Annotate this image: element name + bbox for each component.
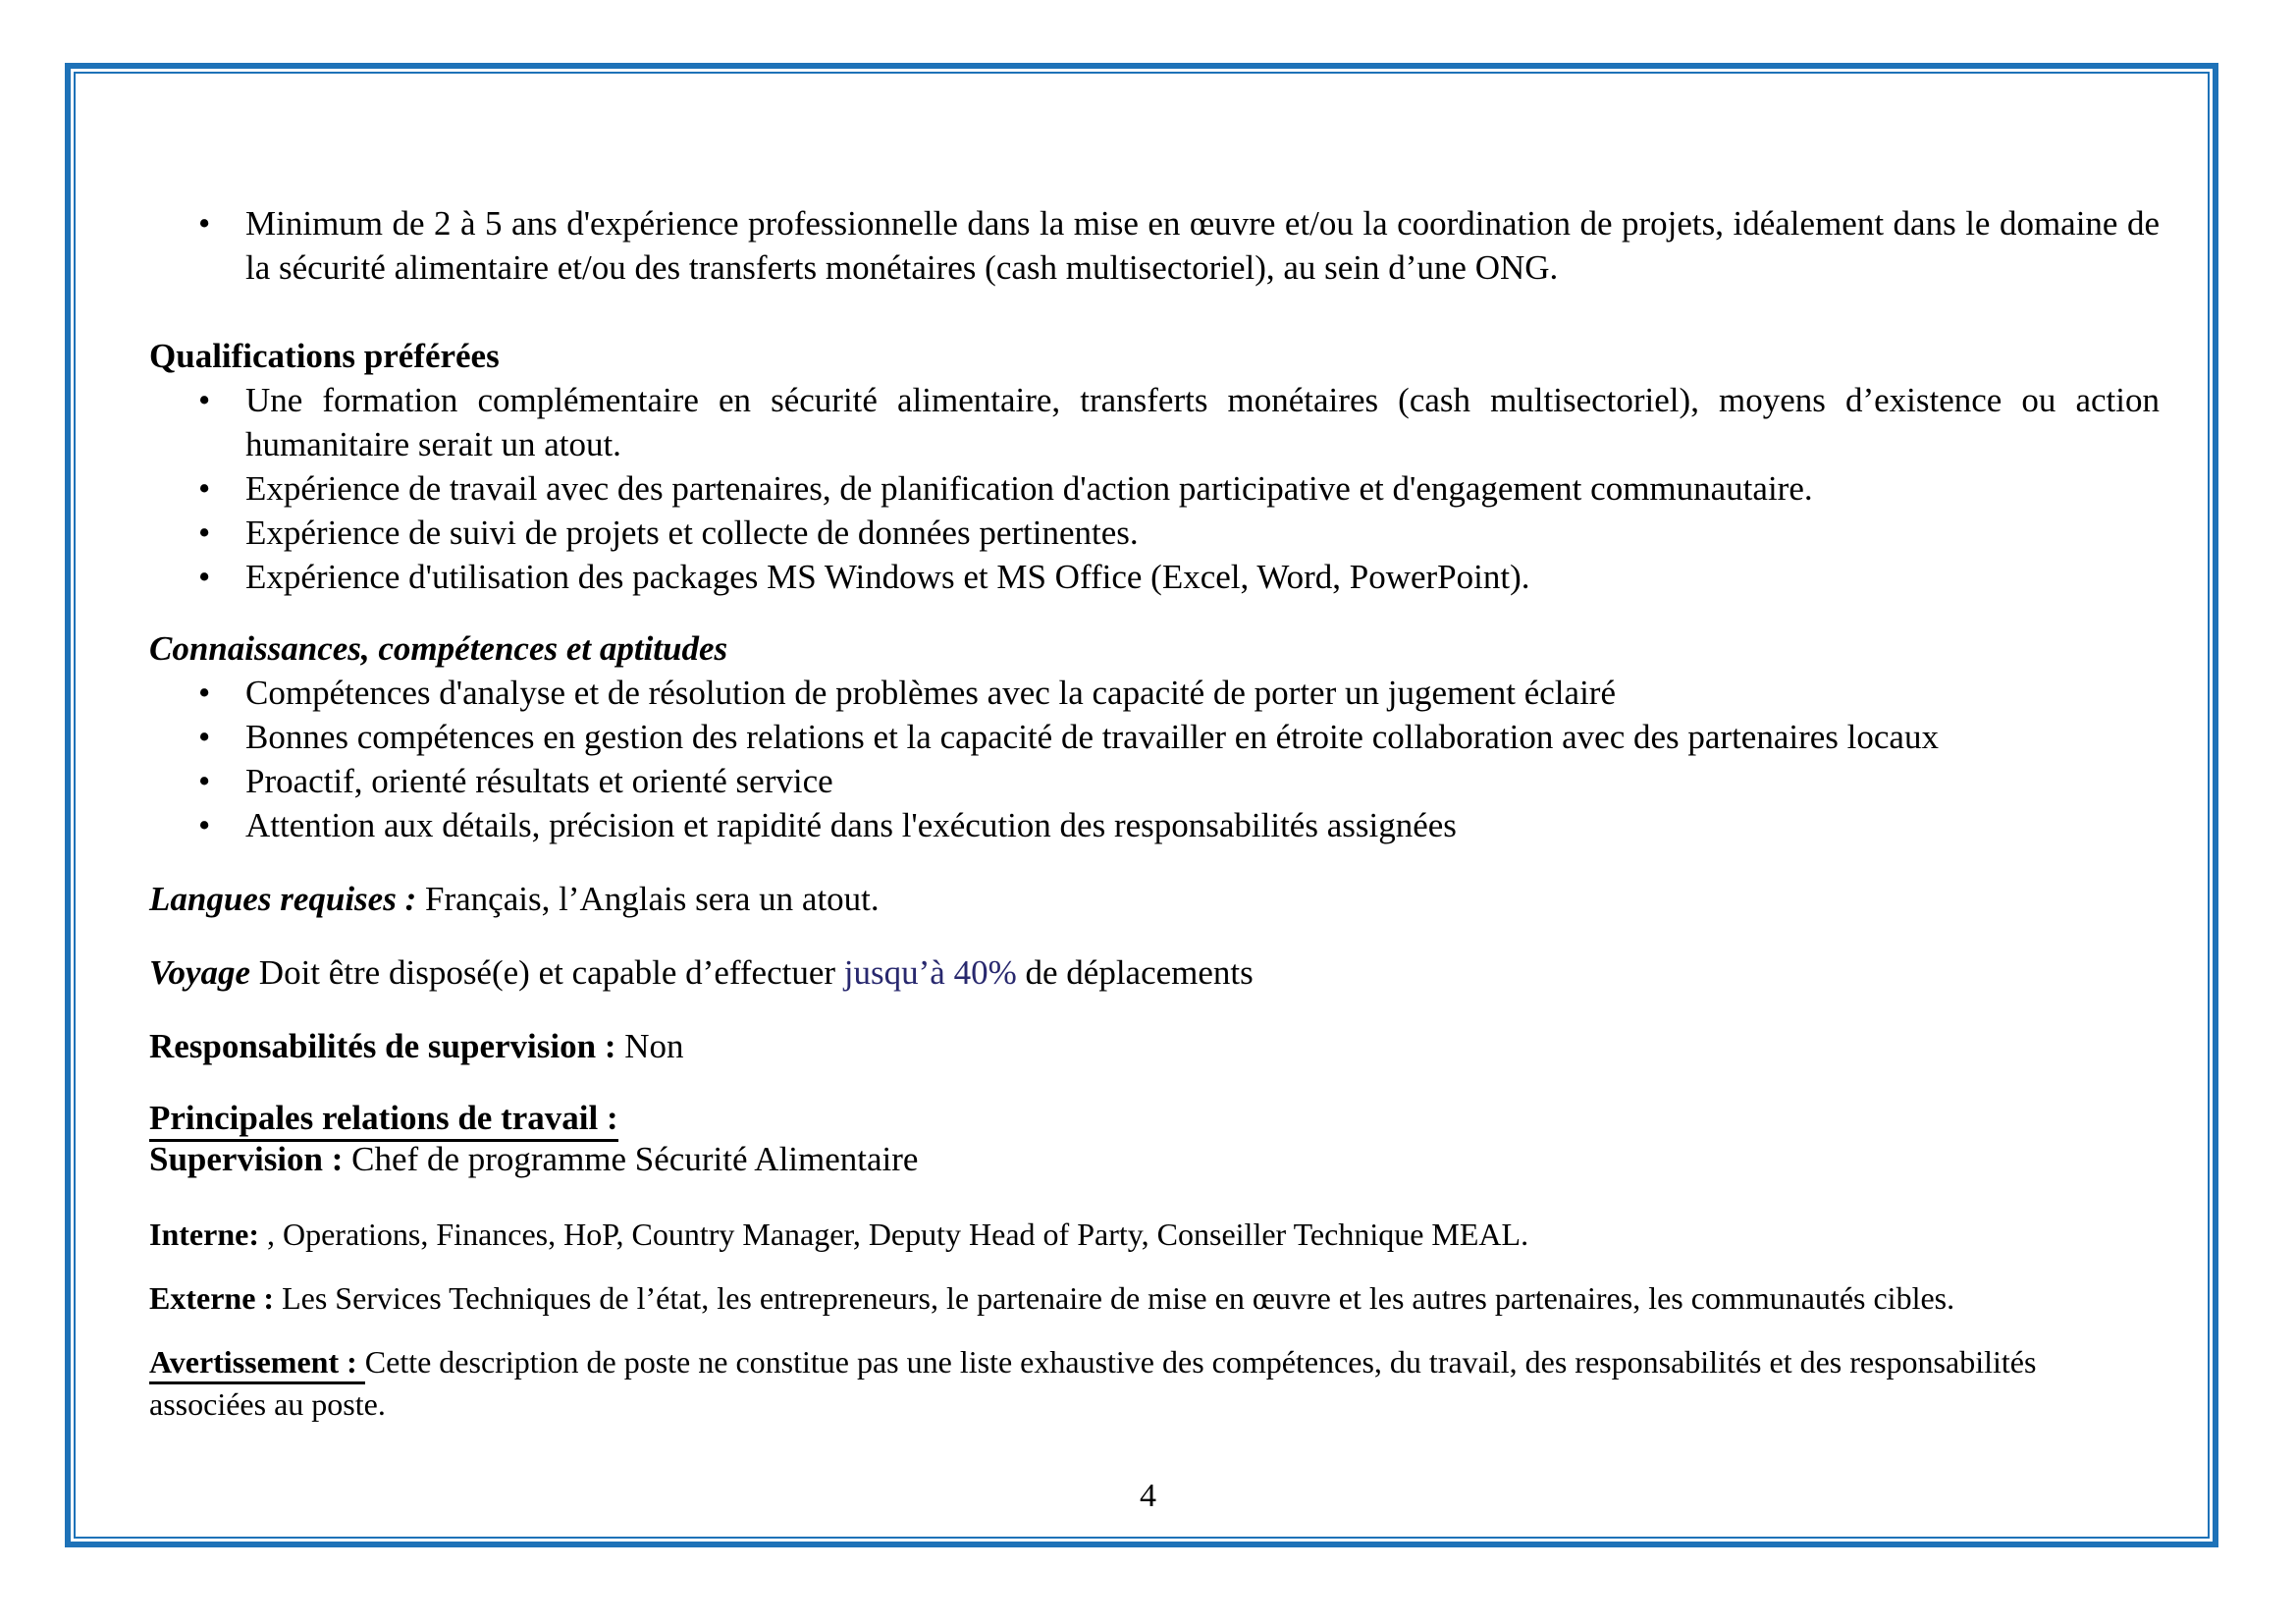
intro-bullet-list (149, 201, 2160, 290)
list-item: • Expérience de travail avec des partenaires, de planification d'action participative et d'engagement communautaire. (149, 466, 2160, 511)
list-item: • Proactif, orienté résultats et orienté service (149, 759, 2160, 803)
externe-line (149, 1277, 2160, 1320)
langues-requises-line (149, 877, 2160, 921)
list-item: • Attention aux détails, précision et rapidité dans l'exécution des responsabilités assignées (149, 803, 2160, 847)
avertissement-text: Cette description de poste ne constitue pas une liste exhaustive des compétences, du travail, des responsabilités et des responsabilités associées au poste. (149, 1344, 2037, 1422)
list-item: • Expérience d'utilisation des packages MS Windows et MS Office (Excel, Word, PowerPoint). (149, 555, 2160, 599)
voyage-highlight: jusqu’à 40% (843, 953, 1017, 992)
list-item: • Compétences d'analyse et de résolution de problèmes avec la capacité de porter un jugement éclairé (149, 671, 2160, 715)
voyage-text-after: de déplacements (1016, 953, 1254, 992)
supervision-text: Chef de programme Sécurité Alimentaire (343, 1140, 919, 1178)
avertissement-label: Avertissement : (149, 1344, 365, 1384)
section-connaissances (149, 626, 2160, 847)
section-relations (149, 1098, 2160, 1180)
supervision-line (149, 1139, 2160, 1180)
list-item: • Minimum de 2 à 5 ans d'expérience professionnelle dans la mise en œuvre et/ou la coordination de projets, idéalement dans le domaine de la sécurité alimentaire et/ou des transferts monétaires (cash multisectoriel), au sein d’une ONG. (149, 201, 2160, 290)
interne-line (149, 1214, 2160, 1256)
page-content (149, 201, 2160, 1426)
voyage-line (149, 950, 2160, 995)
section-qualifications (149, 334, 2160, 599)
responsabilites-supervision-line (149, 1024, 2160, 1068)
langues-text: Français, l’Anglais sera un atout. (416, 880, 880, 918)
relations-heading: Principales relations de travail : (149, 1099, 618, 1142)
page-number: 4 (1140, 1478, 1156, 1514)
list-item: • Bonnes compétences en gestion des relations et la capacité de travailler en étroite collaboration avec des partenaires locaux (149, 715, 2160, 759)
externe-label: Externe : (149, 1280, 275, 1316)
interne-text: , Operations, Finances, HoP, Country Manager, Deputy Head of Party, Conseiller Technique MEAL. (258, 1217, 1529, 1252)
interne-label: Interne: (149, 1217, 259, 1252)
voyage-label: Voyage (149, 953, 251, 992)
voyage-text-before: Doit être disposé(e) et capable d’effectuer (250, 953, 844, 992)
section-heading: Connaissances, compétences et aptitudes (149, 629, 728, 668)
qualifications-bullet-list (149, 378, 2160, 599)
relations-heading-line (149, 1098, 2160, 1139)
langues-label: Langues requises : (149, 880, 417, 918)
list-item: • Une formation complémentaire en sécurité alimentaire, transferts monétaires (cash multisectoriel), moyens d’existence ou action humanitaire serait un atout. (149, 378, 2160, 466)
avertissement-paragraph (149, 1341, 2160, 1426)
externe-text: Les Services Techniques de l’état, les entrepreneurs, le partenaire de mise en œuvre et les autres partenaires, les communautés cibles. (274, 1280, 1955, 1316)
responsabilites-supervision-label: Responsabilités de supervision : (149, 1027, 616, 1065)
connaissances-bullet-list (149, 671, 2160, 847)
list-item: • Expérience de suivi de projets et collecte de données pertinentes. (149, 511, 2160, 555)
responsabilites-supervision-text: Non (615, 1027, 684, 1065)
supervision-label: Supervision : (149, 1140, 344, 1178)
section-heading: Qualifications préférées (149, 337, 500, 375)
